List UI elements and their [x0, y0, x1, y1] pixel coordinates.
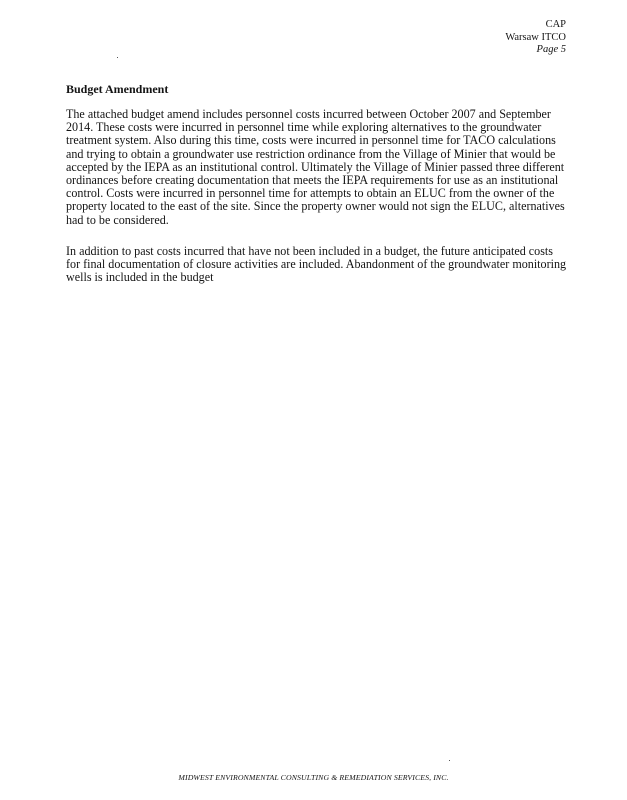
scan-speck	[449, 760, 450, 761]
header-page-number: Page 5	[536, 44, 566, 55]
page-header	[505, 19, 566, 57]
header-project-name: Warsaw ITCO	[505, 31, 566, 43]
header-doc-code: CAP	[545, 19, 566, 30]
page-footer: MIDWEST ENVIRONMENTAL CONSULTING & REMEDIATION SERVICES, INC.	[178, 773, 449, 782]
scan-speck	[117, 57, 118, 58]
section-heading: Budget Amendment	[66, 82, 169, 96]
body-paragraph: The attached budget amend includes personnel costs incurred between October 2007 and September 2014. These costs were incurred in personnel time while exploring alternatives to the groundwater treatment system. Also during this time, costs were incurred in personnel time for TACO calculations and trying to obtain a groundwater use restriction ordinance from the Village of Minier that would be accepted by the IEPA as an institutional control. Ultimately the Village of Minier passed three different ordinances before creating documentation that meets the IEPA requirements for use as an institutional control. Costs were incurred in personnel time for attempts to obtain an ELUC from the owner of the property located to the east of the site. Since the property owner would not sign the ELUC, alternatives had to be considered.	[66, 107, 565, 227]
body-paragraph: In addition to past costs incurred that have not been included in a budget, the future anticipated costs for final documentation of closure activities are included. Abandonment of the groundwater monitoring wells is included in the budget	[66, 244, 567, 285]
